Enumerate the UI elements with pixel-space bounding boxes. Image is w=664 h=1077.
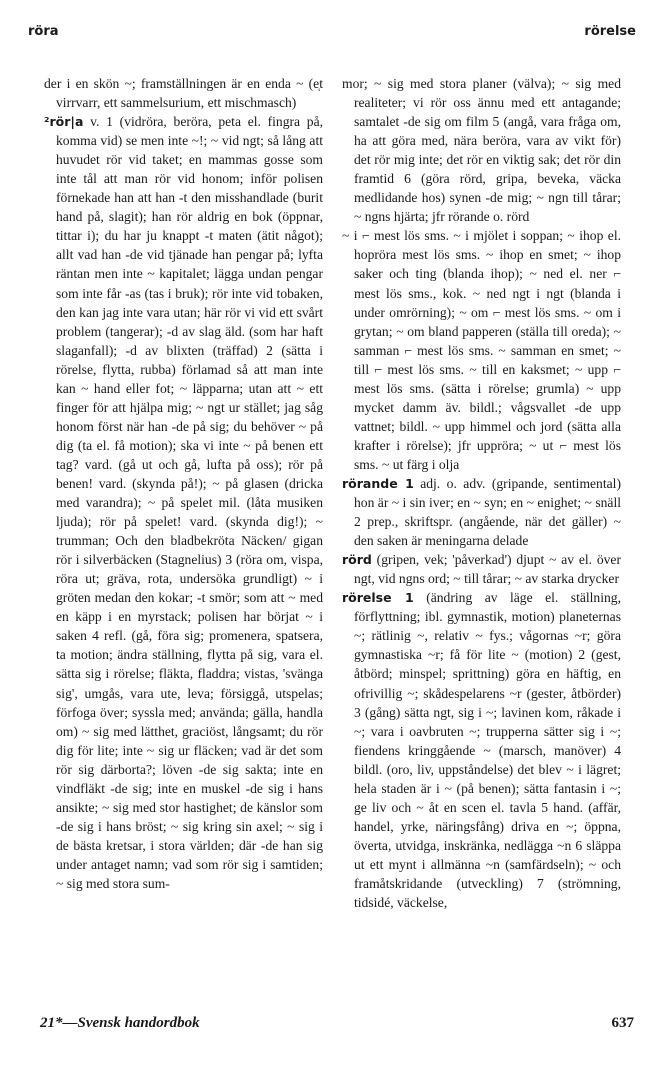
dictionary-entry xyxy=(342,74,621,226)
entry-headword: ²rör|a xyxy=(44,114,84,130)
entry-text: v. 1 (vidröra, beröra, peta el. fingra på, komma vid) se men inte ~!; ~ vid ngt; så lång att huvudet rör vid taket; en mammas gosse som inte tål att man rör vid honom; inför polisen förnekade han att han -t den misshandlade (burit hand på, slagit); han rör aldrig en bok (öppnar, tittar i); du har ju knappt -t maten (ätit något); allt vad han -de vid tjänade han pengar på; lyfta räntan men inte ~ kapitalet; lägga undan pengar som inte får -as (tas i bruk); rör inte vid tobaken, den kan jag inte vara utan; här rör vi vid ett svårt problem (tangerar); -d av slag äld. (som har haft slaganfall); -d av blixten (träffad) 2 (sätta i rörelse, flytta, rubba) förlamad så att man inte kan ~ hand eller fot; ~ läpparna; utan att ~ ett finger för att hjälpa mig; ~ ngt ur stället; jag såg honom först när han -de på sig; du behöver ~ på dig (ta el. få motion); ska vi inte ~ på benen ett tag? vard. (gå ut och gå, lufta på oss); rör på benen! vard. (skynda på!); ~ på glasen (dricka med varandra); ~ på spelet mil. (låta musiken ljuda); rör på spelet! vard. (skynda dig!); ~ trumman; Och den bladbekröta Näcken/ gigan rör i silverbäcken (Stagnelius) 3 (röra om, vispa, röra ut; gräva, rota, undersöka grundligt) ~ i gröten medan den kokar; -t smör; som att ~ med en käpp i en myrstack; polisen har börjat ~ i saken 4 refl. (gå, föra sig; promenera, spatsera, ta motion; ändra ställning, flytta på sig, vara el. sätta sig i rörelse; fläkta, fladdra; vistas, 'svänga sig', umgås, vara ute, leva; försiggå, utspelas; förfoga över; syssla med; använda; gälla, handla om) ~ sig med lätthet, graciöst, långsamt; du rör dig för lite; inte ~ sig ur fläcken; vad är det som rör sig därborta?; löven -de sig sakta; inte en vindfläkt -de sig; inte en muskel -de sig i hans ansikte; ~ sig med stor hastighet; de känslor som -de sig i hans bröst; ~ sig kring sin axel; ~ sig i de bästa kretsar, i stora världen; där -de han sig under antaget namn; vad som rör sig i samtiden; ~ sig med stora sum- xyxy=(56,114,323,891)
entry-text: mor; ~ sig med stora planer (välva); ~ sig med realiteter; vi rör oss ännu med ett antagande; samtalet -de sig om film 5 (angå, vara fråga om, ha att göra med, nära beröra, vara av vikt för) det rör mig inte; det rör en viktig sak; det rör din framtid 6 (göra rörd, gripa, beveka, väcka medlidande hos) synen -de mig; ~ ngn till tårar; ~ ngns hjärta; jfr rörande o. rörd xyxy=(342,76,621,225)
right-column xyxy=(342,74,621,912)
dictionary-entry xyxy=(342,550,621,588)
footer-source: 21*—Svensk handordbok xyxy=(40,1015,200,1031)
entry-text: ~ i ⌐ mest lös sms. ~ i mjölet i soppan; ~ ihop el. hopröra mest lös sms. ~ ihop en smet; ~ ihop saker och ting (blanda ihop); ~ ned el. ner ⌐ mest lös sms., kok. ~ ned ngt i ngt (blanda i under omrörning); ~ om ⌐ mest lös sms. ~ om i grytan; ~ om bland papperen (ställa till oreda); ~ samman ⌐ mest lös sms. ~ samman en smet; ~ till ⌐ mest lös sms. ~ till en kaksmet; ~ upp ⌐ mest lös sms. (sätta i rörelse; grumla) ~ upp mycket damm äv. bildl.; vågsvallet -de upp vattnet; bildl. ~ upp himmel och jord (sätta alla krafter i rörelse); jfr uppröra; ~ ut ⌐ mest lös sms. ~ ut färg i olja xyxy=(342,228,621,472)
dictionary-entry xyxy=(44,112,323,893)
page-number: 637 xyxy=(611,1015,634,1031)
guide-word-left: röra xyxy=(28,24,59,39)
dictionary-entry xyxy=(342,474,621,550)
entry-headword: rörd xyxy=(342,552,372,568)
entry-text: (ändring av läge el. ställning, förflyttning; ibl. gymnastik, motion) planeternas ~; rätlinig ~, relativ ~ fys.; vågornas ~r; göra gymnastiska ~r; få för lite ~ (motion) 2 (gest, åtbörd; minspel; sprittning) göra en häftig, en ofrivillig ~; skådespelarens ~r (gester, åtbörder) 3 (gång) sätta ngt, sig i ~; lavinen kom, råkade i ~; vara i oavbruten ~; trupperna sätter sig i ~; fiendens kringgående ~ (marsch, manöver) 4 bildl. (oro, liv, uppståndelse) det blev ~ i lägret; hela staden är i ~ (på benen); sätta fantasin i ~; ge liv och ~ åt en scen el. tavla 5 hand. (affär, handel, yrke, näringsfång) driva en ~; öppna, överta, utvidga, inskränka, nedlägga ~n 6 släppa ut ett mynt i allmänna ~n (samfärdseln); ~ och framåtskridande (utveckling) 7 (strömning, tidsidé, väckelse, xyxy=(354,590,621,911)
dictionary-entry xyxy=(342,588,621,912)
guide-word-right: rörelse xyxy=(584,24,636,39)
entry-headword: rörande 1 xyxy=(342,475,414,491)
dictionary-entry xyxy=(44,74,323,112)
left-column xyxy=(44,74,323,893)
entry-headword: rörelse 1 xyxy=(342,590,414,606)
dictionary-entry xyxy=(342,226,621,474)
entry-text: adj. o. adv. (gripande, sentimental) hon är ~ i sin iver; en ~ syn; en ~ enighet; ~ snäll 2 prep., skriftspr. (angående, när det gäller) ~ den saken är meningarna delade xyxy=(354,475,621,549)
entry-text: der i en skön ~; framställningen är en enda ~ (e̜t virrvarr, ett sammelsurium, ett mischmasch) xyxy=(44,76,323,111)
entry-text: (gripen, vek; 'påverkad') djupt ~ av el. över ngt, vid ngns ord; ~ till tårar; ~ av starka drycker xyxy=(354,552,621,587)
